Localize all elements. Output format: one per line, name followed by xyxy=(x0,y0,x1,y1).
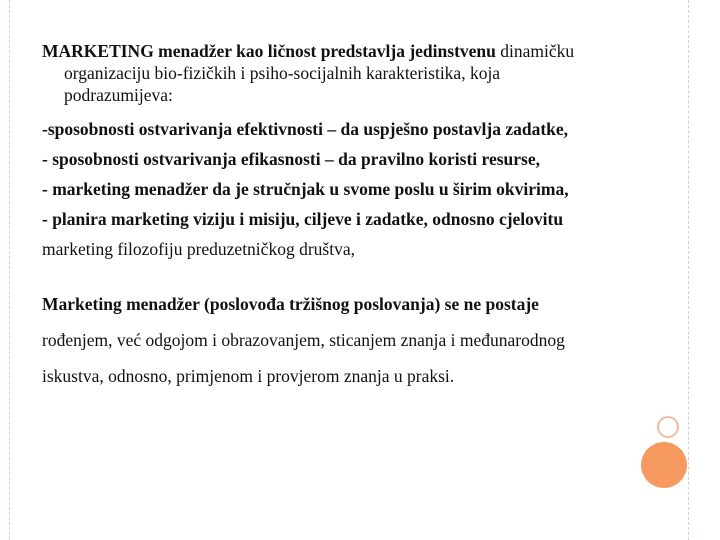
right-border-line xyxy=(688,0,690,540)
conclusion-line1: Marketing menadžer (poslovođa tržišnog poslovanja) se ne postaje xyxy=(42,294,539,314)
list-item: - marketing menadžer da je stručnjak u svome poslu u širim okvirima, xyxy=(42,179,569,199)
conclusion-line2: rođenjem, već odgojom i obrazovanjem, sticanjem znanja i međunarodnog xyxy=(42,330,565,350)
list-item: - planira marketing viziju i misiju, ciljeve i zadatke, odnosno cjelovitu xyxy=(42,209,564,229)
decorative-outline-circle xyxy=(657,416,679,438)
slide-content xyxy=(42,40,682,394)
list-item: -sposobnosti ostvarivanja efektivnosti – da uspješno postavlja zadatke, xyxy=(42,119,569,139)
intro-line2: organizaciju bio-fizičkih i psiho-socijalnih karakteristika, koja xyxy=(64,63,501,83)
conclusion-paragraph xyxy=(42,286,682,394)
left-border-line xyxy=(9,0,11,540)
decorative-filled-circle xyxy=(641,442,687,488)
intro-line3: podrazumijeva: xyxy=(64,85,173,105)
intro-bold-text: MARKETING menadžer kao ličnost predstavlja jedinstvenu xyxy=(42,41,496,61)
list-item: - sposobnosti ostvarivanja efikasnosti – da pravilno koristi resurse, xyxy=(42,149,540,169)
intro-paragraph xyxy=(42,40,682,106)
conclusion-line3: iskustva, odnosno, primjenom i provjerom znanja u praksi. xyxy=(42,366,455,386)
intro-line1-rest: dinamičku xyxy=(495,41,575,61)
ability-list xyxy=(42,114,682,264)
list-item-continuation: marketing filozofiju preduzetničkog društva, xyxy=(42,239,355,259)
